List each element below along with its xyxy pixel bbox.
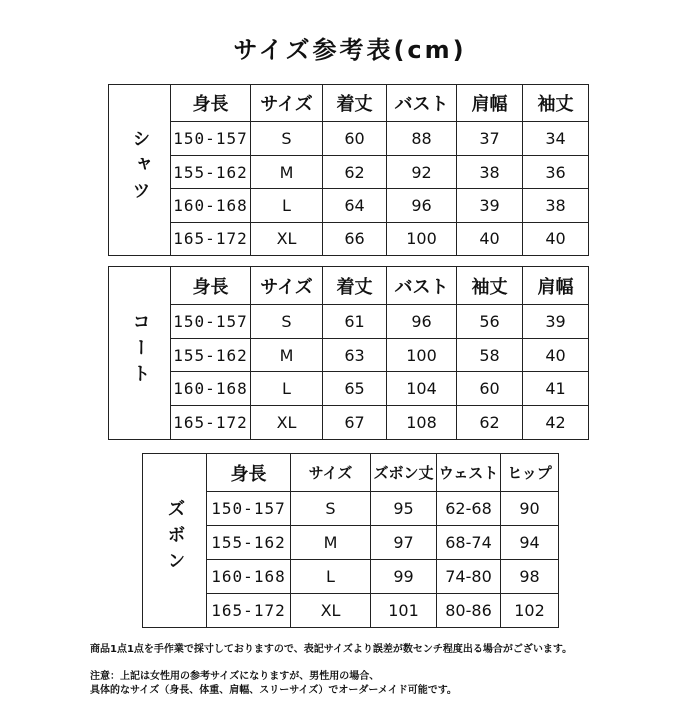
size-cell: M xyxy=(251,155,323,188)
value-cell: 34 xyxy=(523,122,589,155)
header-cell: 肩幅 xyxy=(523,267,589,305)
value-cell: 65 xyxy=(323,372,387,406)
header-cell: ウェスト xyxy=(437,454,501,492)
height-cell: 165-172 xyxy=(207,594,291,628)
value-cell: 68-74 xyxy=(437,526,501,560)
page-title: サイズ参考表(cm) xyxy=(233,36,467,64)
value-cell: 92 xyxy=(387,155,457,188)
header-cell: サイズ xyxy=(291,454,371,492)
value-cell: 36 xyxy=(523,155,589,188)
header-cell: サイズ xyxy=(251,85,323,122)
header-cell: バスト xyxy=(387,267,457,305)
value-cell: 60 xyxy=(323,122,387,155)
value-cell: 90 xyxy=(501,492,559,526)
table-row xyxy=(109,122,589,155)
shirt-size-table xyxy=(108,84,589,256)
value-cell: 56 xyxy=(457,305,523,339)
value-cell: 41 xyxy=(523,372,589,406)
height-cell: 150-157 xyxy=(207,492,291,526)
value-cell: 100 xyxy=(387,339,457,372)
pants-size-table xyxy=(142,453,559,628)
coat-category-label: コート xyxy=(109,267,171,440)
value-cell: 104 xyxy=(387,372,457,406)
size-cell: XL xyxy=(251,222,323,255)
header-cell: ヒップ xyxy=(501,454,559,492)
height-cell: 150-157 xyxy=(171,305,251,339)
value-cell: 96 xyxy=(387,189,457,222)
height-cell: 160-168 xyxy=(171,189,251,222)
table-row xyxy=(109,189,589,222)
value-cell: 38 xyxy=(457,155,523,188)
value-cell: 96 xyxy=(387,305,457,339)
header-cell: 身長 xyxy=(207,454,291,492)
size-cell: L xyxy=(251,372,323,406)
value-cell: 40 xyxy=(523,339,589,372)
size-cell: L xyxy=(251,189,323,222)
height-cell: 155-162 xyxy=(171,339,251,372)
shirt-category-label: シャツ xyxy=(109,85,171,256)
height-cell: 155-162 xyxy=(207,526,291,560)
header-cell: 身長 xyxy=(171,85,251,122)
coat-size-table xyxy=(108,266,589,440)
value-cell: 40 xyxy=(523,222,589,255)
value-cell: 97 xyxy=(371,526,437,560)
pants-category-label: ズボン xyxy=(143,454,207,628)
value-cell: 108 xyxy=(387,406,457,440)
header-cell: サイズ xyxy=(251,267,323,305)
value-cell: 63 xyxy=(323,339,387,372)
value-cell: 100 xyxy=(387,222,457,255)
value-cell: 40 xyxy=(457,222,523,255)
value-cell: 101 xyxy=(371,594,437,628)
height-cell: 165-172 xyxy=(171,406,251,440)
header-cell: 着丈 xyxy=(323,85,387,122)
size-cell: XL xyxy=(291,594,371,628)
value-cell: 62 xyxy=(323,155,387,188)
value-cell: 64 xyxy=(323,189,387,222)
header-cell: 身長 xyxy=(171,267,251,305)
table-row xyxy=(109,339,589,372)
value-cell: 95 xyxy=(371,492,437,526)
value-cell: 37 xyxy=(457,122,523,155)
header-cell: 着丈 xyxy=(323,267,387,305)
value-cell: 102 xyxy=(501,594,559,628)
size-cell: S xyxy=(251,122,323,155)
table-header-row xyxy=(109,267,589,305)
size-cell: XL xyxy=(251,406,323,440)
value-cell: 58 xyxy=(457,339,523,372)
height-cell: 160-168 xyxy=(171,372,251,406)
value-cell: 99 xyxy=(371,560,437,594)
header-cell: 肩幅 xyxy=(457,85,523,122)
value-cell: 80-86 xyxy=(437,594,501,628)
height-cell: 150-157 xyxy=(171,122,251,155)
table-row xyxy=(109,305,589,339)
height-cell: 165-172 xyxy=(171,222,251,255)
value-cell: 66 xyxy=(323,222,387,255)
table-header-row xyxy=(109,85,589,122)
custom-order-note: 具体的なサイズ（身長、体重、肩幅、スリーサイズ）でオーダーメイド可能です。 xyxy=(90,685,457,696)
value-cell: 62-68 xyxy=(437,492,501,526)
header-cell: 袖丈 xyxy=(457,267,523,305)
header-cell: 袖丈 xyxy=(523,85,589,122)
size-cell: L xyxy=(291,560,371,594)
value-cell: 42 xyxy=(523,406,589,440)
value-cell: 62 xyxy=(457,406,523,440)
size-cell: S xyxy=(291,492,371,526)
value-cell: 67 xyxy=(323,406,387,440)
caution-note: 注意：上記は女性用の参考サイズになりますが、男性用の場合、 xyxy=(90,671,380,682)
value-cell: 39 xyxy=(457,189,523,222)
size-cell: M xyxy=(291,526,371,560)
value-cell: 38 xyxy=(523,189,589,222)
value-cell: 60 xyxy=(457,372,523,406)
measurement-note: 商品1点1点を手作業で採寸しておりますので、表記サイズより誤差が数センチ程度出る場合がございます。 xyxy=(90,644,573,655)
table-row xyxy=(109,372,589,406)
value-cell: 39 xyxy=(523,305,589,339)
value-cell: 98 xyxy=(501,560,559,594)
header-cell: ズボン丈 xyxy=(371,454,437,492)
value-cell: 74-80 xyxy=(437,560,501,594)
table-header-row xyxy=(143,454,559,492)
value-cell: 88 xyxy=(387,122,457,155)
height-cell: 155-162 xyxy=(171,155,251,188)
value-cell: 61 xyxy=(323,305,387,339)
table-row xyxy=(109,222,589,255)
value-cell: 94 xyxy=(501,526,559,560)
table-row xyxy=(109,155,589,188)
table-row xyxy=(109,406,589,440)
header-cell: バスト xyxy=(387,85,457,122)
size-cell: M xyxy=(251,339,323,372)
size-cell: S xyxy=(251,305,323,339)
height-cell: 160-168 xyxy=(207,560,291,594)
